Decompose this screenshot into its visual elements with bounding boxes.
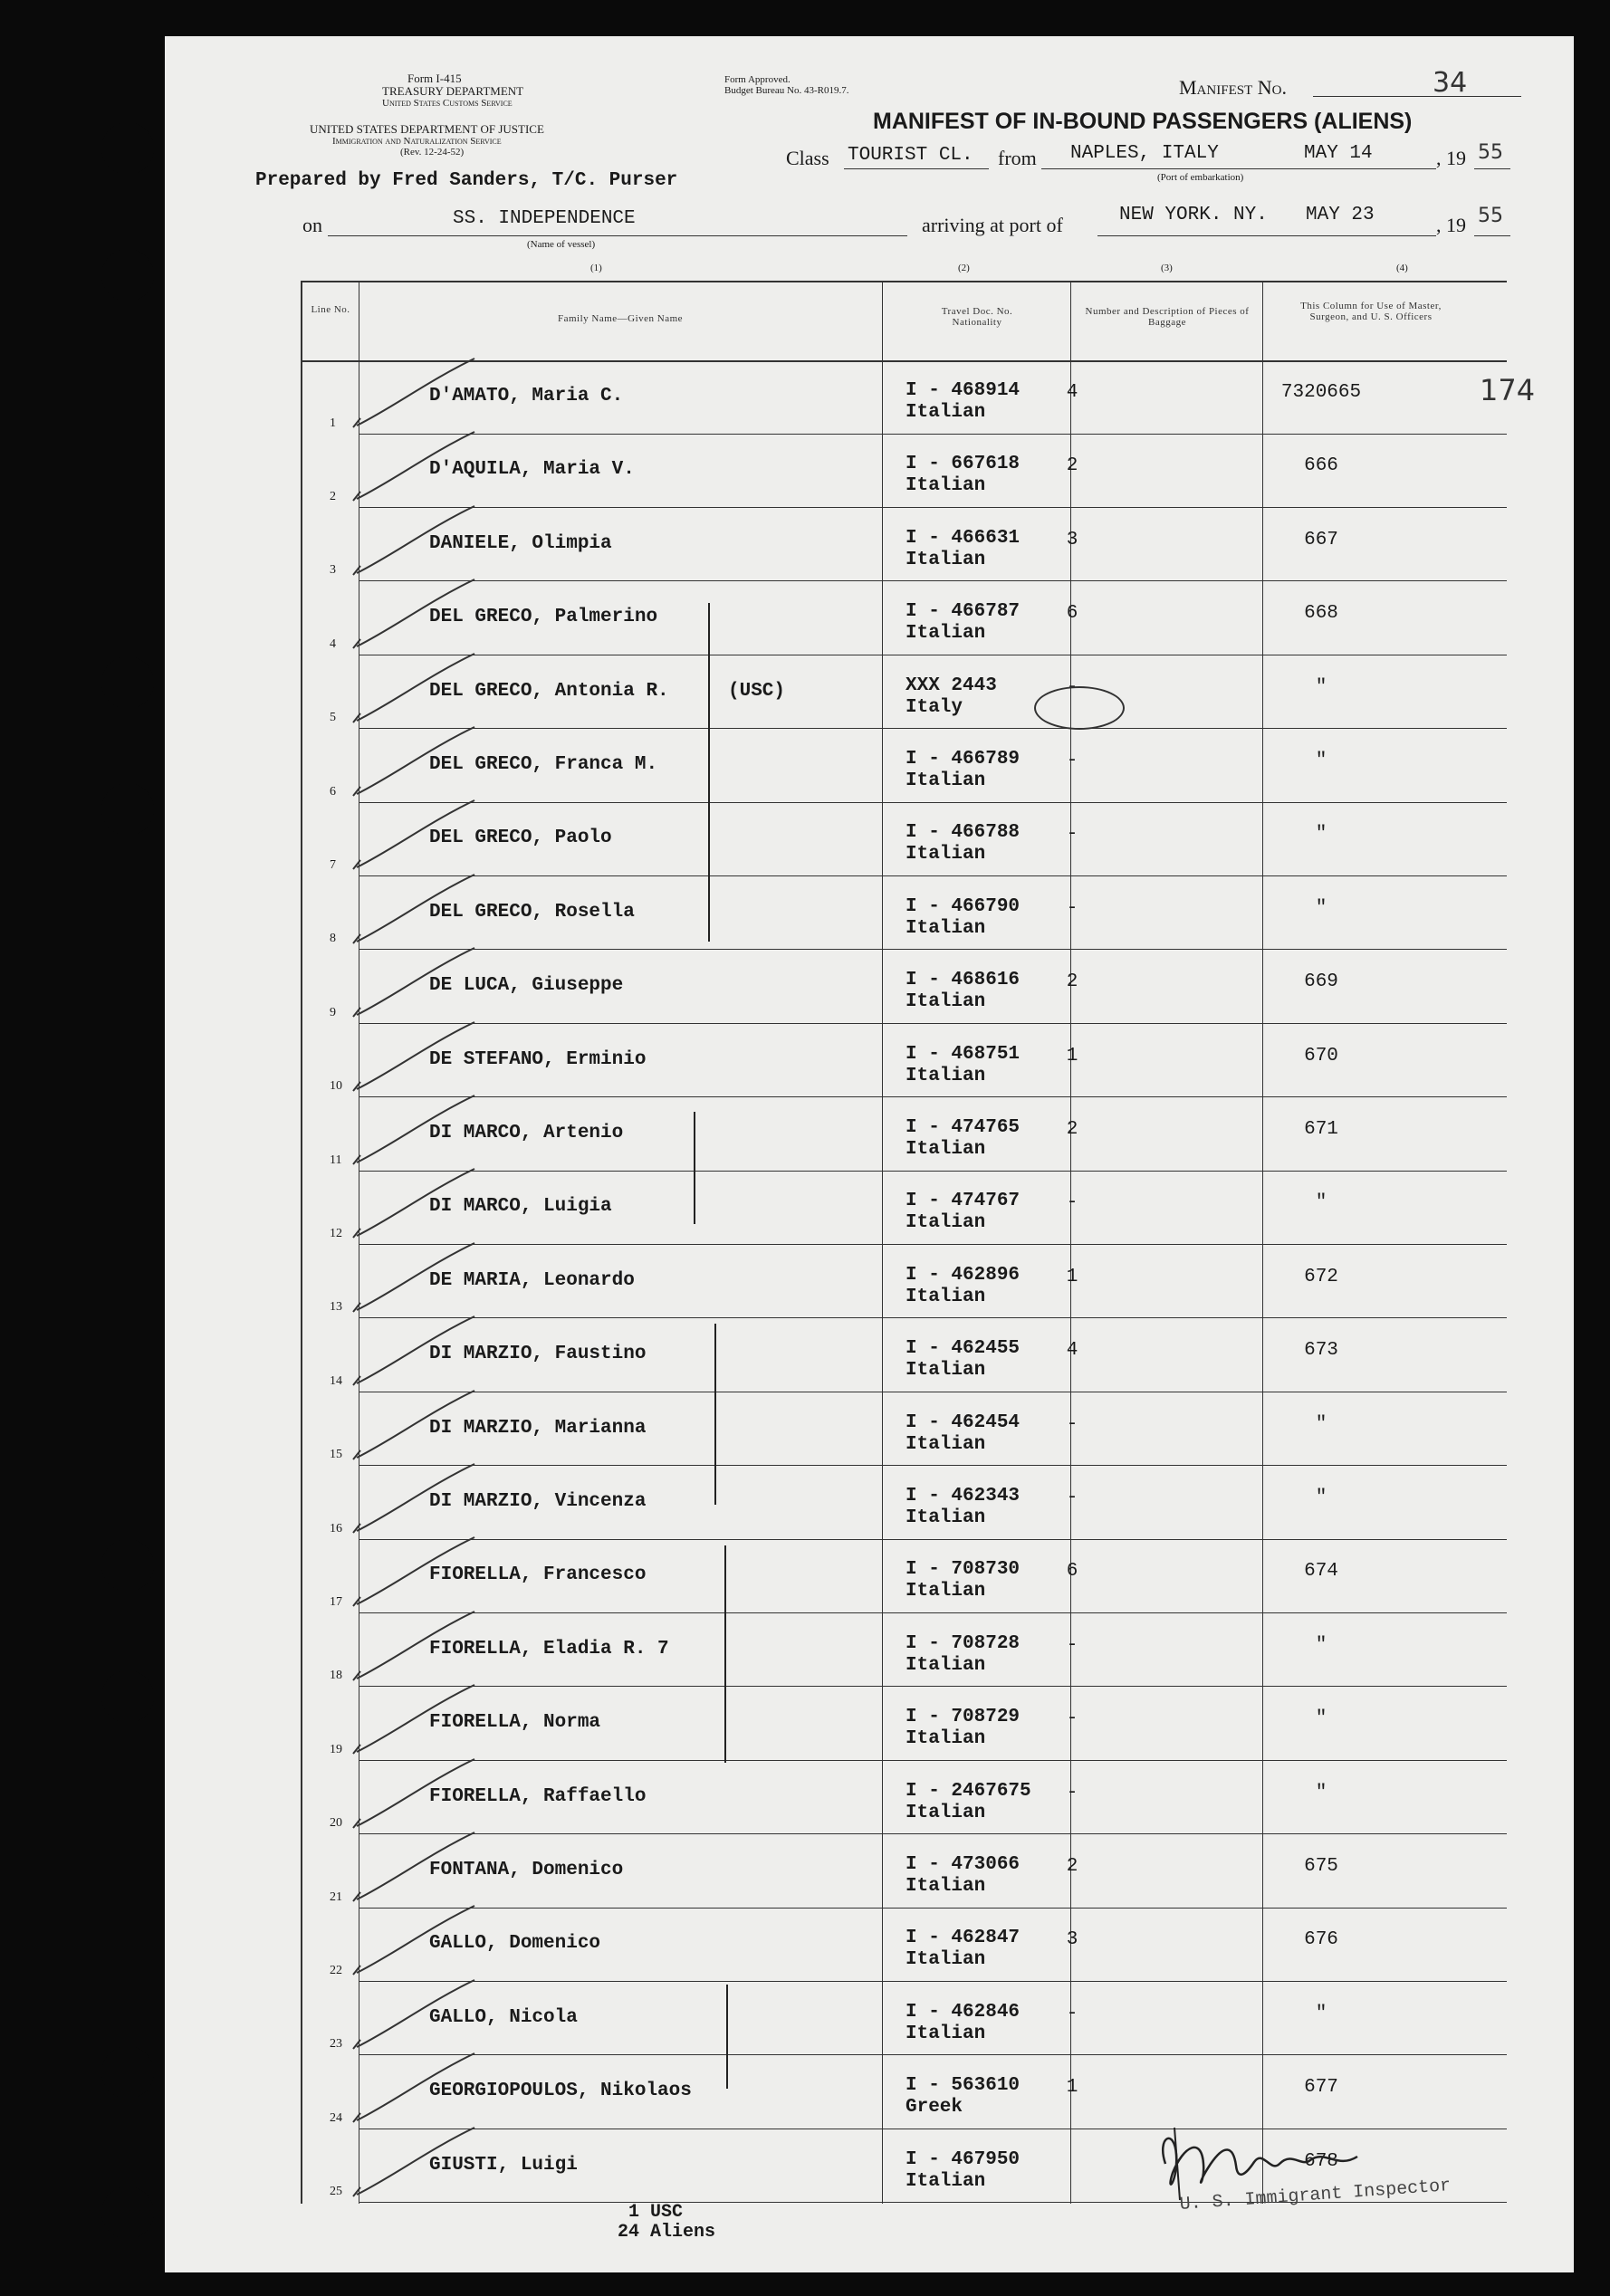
nationality: Italian (906, 844, 986, 866)
passenger-name: D'AMATO, Maria C. (429, 386, 624, 407)
col-header-baggage: Number and Description of Pieces of Baggage (1085, 306, 1250, 328)
officer-number: 676 (1304, 1929, 1338, 1951)
passenger-name: DEL GRECO, Paolo (429, 828, 612, 849)
nationality: Italian (906, 1581, 986, 1602)
line-number: 10 (330, 1079, 342, 1094)
passenger-name: DEL GRECO, Franca M. (429, 754, 658, 775)
col-number-1: (1) (590, 263, 602, 273)
nationality: Italian (906, 402, 986, 423)
inspector-caption: U. S. Immigrant Inspector (1179, 2176, 1452, 2215)
family-bracket (724, 1545, 726, 1763)
port-embark-caption: (Port of embarkation) (1157, 172, 1244, 183)
officer-number: " (1315, 1413, 1327, 1435)
punch-hole (101, 2186, 154, 2239)
officer-number: " (1315, 824, 1327, 846)
punch-hole (101, 122, 154, 175)
nationality: Italian (906, 1654, 986, 1676)
officer-number: 678 (1304, 2150, 1338, 2172)
nationality: Italian (906, 623, 986, 645)
nationality: Italian (906, 549, 986, 570)
officer-number: 670 (1304, 1045, 1338, 1067)
alien-total: 24 Aliens (618, 2222, 716, 2243)
table-row (302, 729, 1507, 803)
travel-doc-number: I - 708728 (906, 1632, 1021, 1654)
table-row (302, 1318, 1507, 1392)
line-number: 23 (330, 2037, 342, 2052)
travel-doc-number: I - 466790 (906, 895, 1021, 917)
baggage-count: - (1066, 1413, 1078, 1435)
line-number: 17 (330, 1594, 342, 1609)
family-bracket (714, 1324, 716, 1505)
line-number: 9 (330, 1005, 336, 1019)
table-row (302, 1466, 1507, 1540)
officer-number: 677 (1304, 2077, 1338, 2099)
line-number: 12 (330, 1226, 342, 1240)
usc-total: 1 USC (628, 2202, 684, 2223)
nationality: Italian (906, 2170, 986, 2192)
budget-bureau: Budget Bureau No. 43-R019.7. (724, 85, 849, 96)
baggage-count: - (1066, 676, 1078, 698)
baggage-count: - (1066, 1634, 1078, 1656)
table-row (302, 1908, 1507, 1982)
arrival-port: NEW YORK. NY. (1119, 205, 1268, 225)
travel-doc-number: I - 563610 (906, 2075, 1021, 2097)
passenger-name: DEL GRECO, Rosella (429, 901, 635, 923)
officer-number: 672 (1304, 1266, 1338, 1287)
baggage-count: 3 (1066, 1929, 1078, 1951)
nationality: Italian (906, 1876, 986, 1897)
from-date: MAY 14 (1304, 143, 1373, 164)
passenger-name: FIORELLA, Francesco (429, 1564, 647, 1586)
punch-hole (101, 783, 154, 836)
line-number: 3 (330, 563, 336, 578)
officer-number: " (1315, 751, 1327, 771)
punch-hole (101, 1539, 154, 1592)
passenger-name: DI MARZIO, Vincenza (429, 1491, 647, 1512)
vessel-name: SS. INDEPENDENCE (453, 208, 636, 229)
punch-hole (101, 656, 154, 709)
table-row (302, 360, 1507, 435)
col-number-3: (3) (1161, 263, 1173, 273)
family-bracket (694, 1112, 695, 1224)
travel-doc-number: I - 708729 (906, 1707, 1021, 1728)
rev: (Rev. 12-24-52) (400, 147, 465, 158)
table-row (302, 508, 1507, 582)
line-number: 13 (330, 1300, 342, 1315)
baggage-count: 1 (1066, 2077, 1078, 2099)
line-number: 15 (330, 1448, 342, 1462)
passenger-name: FONTANA, Domenico (429, 1860, 624, 1880)
line-number: 24 (330, 2110, 342, 2125)
col-header-line: Line No. (311, 304, 350, 315)
passenger-name: FIORELLA, Eladia R. 7 (429, 1638, 669, 1660)
line-number: 20 (330, 1816, 342, 1831)
line-number: 25 (330, 2185, 342, 2199)
year-2: 55 (1478, 205, 1503, 227)
table-row (302, 1687, 1507, 1761)
travel-doc-number: I - 462847 (906, 1928, 1021, 1949)
passenger-name: DANIELE, Olimpia (429, 532, 612, 554)
year-prefix-1: , 19 (1436, 147, 1466, 169)
officer-number: " (1315, 1634, 1327, 1656)
prepared-by: Prepared by Fred Sanders, T/C. Purser (255, 170, 678, 191)
officer-number: " (1315, 1708, 1327, 1730)
col-header-officers: This Column for Use of Master, Surgeon, and U. S. Officers (1300, 301, 1442, 322)
passenger-name: GALLO, Domenico (429, 1933, 601, 1955)
travel-doc-number: I - 466789 (906, 749, 1021, 770)
officer-number: " (1315, 897, 1327, 919)
from-port: NAPLES, ITALY (1070, 143, 1219, 164)
arriving-label: arriving at port of (922, 214, 1063, 236)
passenger-name: GALLO, Nicola (429, 2006, 578, 2028)
line-number: 2 (330, 489, 336, 503)
travel-doc-number: XXX 2443 (906, 674, 997, 696)
arrival-date: MAY 23 (1306, 205, 1375, 225)
passenger-name: GEORGIOPOULOS, Nikolaos (429, 2081, 692, 2102)
nationality: Italian (906, 1949, 986, 1971)
passenger-name: DE STEFANO, Erminio (429, 1048, 647, 1070)
line-number: 11 (330, 1153, 342, 1167)
table-row (302, 1761, 1507, 1835)
passenger-name: DI MARZIO, Faustino (429, 1344, 647, 1365)
baggage-count: 3 (1066, 529, 1078, 550)
baggage-count: - (1066, 1782, 1078, 1803)
on-label: on (302, 214, 322, 236)
punch-hole (101, 249, 154, 301)
travel-doc-number: I - 468914 (906, 380, 1021, 401)
passenger-name: GIUSTI, Luigi (429, 2154, 578, 2176)
manifest-page (165, 36, 1574, 2272)
passenger-name: DI MARZIO, Marianna (429, 1417, 647, 1439)
punch-hole (101, 1670, 154, 1723)
nationality: Italian (906, 991, 986, 1013)
baggage-count: 1 (1066, 1266, 1078, 1287)
nationality: Italian (906, 475, 986, 497)
nationality: Greek (906, 2097, 963, 2119)
travel-doc-number: I - 462343 (906, 1486, 1021, 1507)
page-annotation: 174 (1480, 373, 1536, 407)
baggage-count: 1 (1066, 1045, 1078, 1067)
class-value: TOURIST CL. (848, 145, 973, 166)
table-row (302, 1245, 1507, 1319)
table-row (302, 950, 1507, 1024)
baggage-count: 2 (1066, 1856, 1078, 1877)
table-row (302, 1539, 1507, 1613)
line-number: 14 (330, 1373, 342, 1388)
baggage-count: 2 (1066, 1119, 1078, 1140)
baggage-count: - (1066, 1708, 1078, 1730)
officer-number: 669 (1304, 971, 1338, 993)
baggage-count: - (1066, 1192, 1078, 1214)
line-number: 21 (330, 1889, 342, 1904)
line-number: 1 (330, 416, 336, 430)
form-approved: Form Approved. (724, 74, 791, 85)
table-row (302, 581, 1507, 655)
travel-doc-number: I - 466631 (906, 527, 1021, 549)
nationality: Italy (906, 696, 963, 718)
justice-dept: UNITED STATES DEPARTMENT OF JUSTICE (310, 122, 544, 136)
punch-hole (101, 2046, 154, 2099)
family-bracket (708, 603, 710, 942)
vessel-caption: (Name of vessel) (527, 239, 596, 250)
usc-mark: (USC) (728, 680, 786, 702)
line-number: 4 (330, 636, 336, 651)
form-number: Form I-415 (407, 72, 462, 85)
nationality: Italian (906, 770, 986, 791)
table-row (302, 1834, 1507, 1909)
officer-number: 675 (1304, 1856, 1338, 1877)
service: United States Customs Service (382, 98, 513, 109)
col-number-2: (2) (958, 263, 970, 273)
passenger-name: DI MARCO, Luigia (429, 1196, 612, 1218)
travel-doc-number: I - 466787 (906, 601, 1021, 623)
line-number: 22 (330, 1963, 342, 1977)
year-1: 55 (1478, 141, 1503, 164)
table-row (302, 1982, 1507, 2056)
table-row (302, 655, 1507, 730)
travel-doc-number: I - 708730 (906, 1559, 1021, 1581)
officer-number: 673 (1304, 1340, 1338, 1362)
officer-number: 667 (1304, 529, 1338, 550)
col-header-name: Family Name—Given Name (557, 313, 684, 324)
class-label: Class (786, 147, 829, 169)
passenger-name: D'AQUILA, Maria V. (429, 459, 635, 481)
travel-doc-number: I - 466788 (906, 822, 1021, 844)
col-header-doc: Travel Doc. No. Nationality (941, 306, 1013, 328)
nationality: Italian (906, 1802, 986, 1823)
nationality: Italian (906, 1728, 986, 1750)
line-number: 6 (330, 784, 336, 799)
passenger-name: DEL GRECO, Antonia R. (429, 680, 669, 702)
nationality: Italian (906, 917, 986, 939)
nationality: Italian (906, 1286, 986, 1307)
travel-doc-number: I - 667618 (906, 454, 1021, 475)
travel-doc-number: I - 473066 (906, 1854, 1021, 1875)
nationality: Italian (906, 2023, 986, 2044)
manifest-number-field (1313, 74, 1521, 97)
table-row (302, 1171, 1507, 1245)
line-number: 8 (330, 932, 336, 946)
officer-number: 666 (1304, 455, 1338, 477)
officer-number: " (1315, 1782, 1327, 1803)
officer-number: 674 (1304, 1561, 1338, 1583)
family-bracket (726, 1985, 728, 2089)
line-number: 16 (330, 1521, 342, 1535)
manifest-number: 34 (1433, 67, 1468, 99)
travel-doc-number: I - 468616 (906, 970, 1021, 991)
passenger-name: DEL GRECO, Palmerino (429, 607, 658, 628)
manifest-label: Manifest No. (1179, 76, 1287, 99)
passenger-name: DE MARIA, Leonardo (429, 1269, 635, 1291)
ins: Immigration and Naturalization Service (332, 136, 502, 147)
officer-number: 668 (1304, 603, 1338, 625)
baggage-count: 4 (1066, 382, 1078, 403)
travel-doc-number: I - 468751 (906, 1043, 1021, 1065)
passenger-table (301, 281, 1507, 2204)
passenger-name: FIORELLA, Norma (429, 1712, 601, 1734)
nationality: Italian (906, 1212, 986, 1234)
travel-doc-number: I - 462455 (906, 1338, 1021, 1360)
officer-number: " (1315, 2003, 1327, 2024)
passenger-name: DE LUCA, Giuseppe (429, 975, 624, 997)
nationality: Italian (906, 1360, 986, 1382)
table-row (302, 802, 1507, 876)
officer-number: " (1315, 1488, 1327, 1508)
table-row (302, 1024, 1507, 1098)
from-label: from (998, 147, 1037, 169)
travel-doc-number: I - 462896 (906, 1264, 1021, 1286)
baggage-count: - (1066, 2003, 1078, 2024)
department: TREASURY DEPARTMENT (382, 84, 524, 98)
baggage-count: - (1066, 824, 1078, 846)
officer-number: " (1315, 676, 1327, 698)
officer-number: " (1315, 1192, 1327, 1214)
baggage-count: 2 (1066, 455, 1078, 477)
baggage-count: - (1066, 751, 1078, 771)
baggage-count: - (1066, 897, 1078, 919)
travel-doc-number: I - 474767 (906, 1191, 1021, 1212)
baggage-count: - (1066, 1488, 1078, 1508)
travel-doc-number: I - 462454 (906, 1411, 1021, 1433)
nationality: Italian (906, 1507, 986, 1528)
passenger-name: FIORELLA, Raffaello (429, 1785, 647, 1807)
travel-doc-number: I - 467950 (906, 2148, 1021, 2170)
nationality: Italian (906, 1433, 986, 1455)
line-number: 19 (330, 1742, 342, 1756)
officer-number: 7320665 (1280, 382, 1362, 403)
baggage-count: 6 (1066, 1561, 1078, 1583)
baggage-count: 2 (1066, 971, 1078, 993)
travel-doc-number: I - 462846 (906, 2001, 1021, 2023)
usc-circle (1034, 686, 1125, 730)
nationality: Italian (906, 1065, 986, 1086)
col-number-4: (4) (1396, 263, 1408, 273)
baggage-count: 6 (1066, 603, 1078, 625)
table-row (302, 1392, 1507, 1467)
table-row (302, 1613, 1507, 1688)
table-row (302, 1097, 1507, 1172)
table-row (302, 434, 1507, 508)
line-number: 5 (330, 711, 336, 725)
year-prefix-2: , 19 (1436, 214, 1466, 236)
baggage-count: 4 (1066, 1340, 1078, 1362)
travel-doc-number: I - 474765 (906, 1117, 1021, 1138)
passenger-name: DI MARCO, Artenio (429, 1123, 624, 1143)
line-number: 7 (330, 857, 336, 872)
line-number: 18 (330, 1669, 342, 1683)
officer-number: 671 (1304, 1119, 1338, 1140)
table-row (302, 876, 1507, 951)
manifest-title: MANIFEST OF IN-BOUND PASSENGERS (ALIENS) (873, 109, 1413, 134)
travel-doc-number: I - 2467675 (906, 1780, 1031, 1802)
nationality: Italian (906, 1139, 986, 1160)
